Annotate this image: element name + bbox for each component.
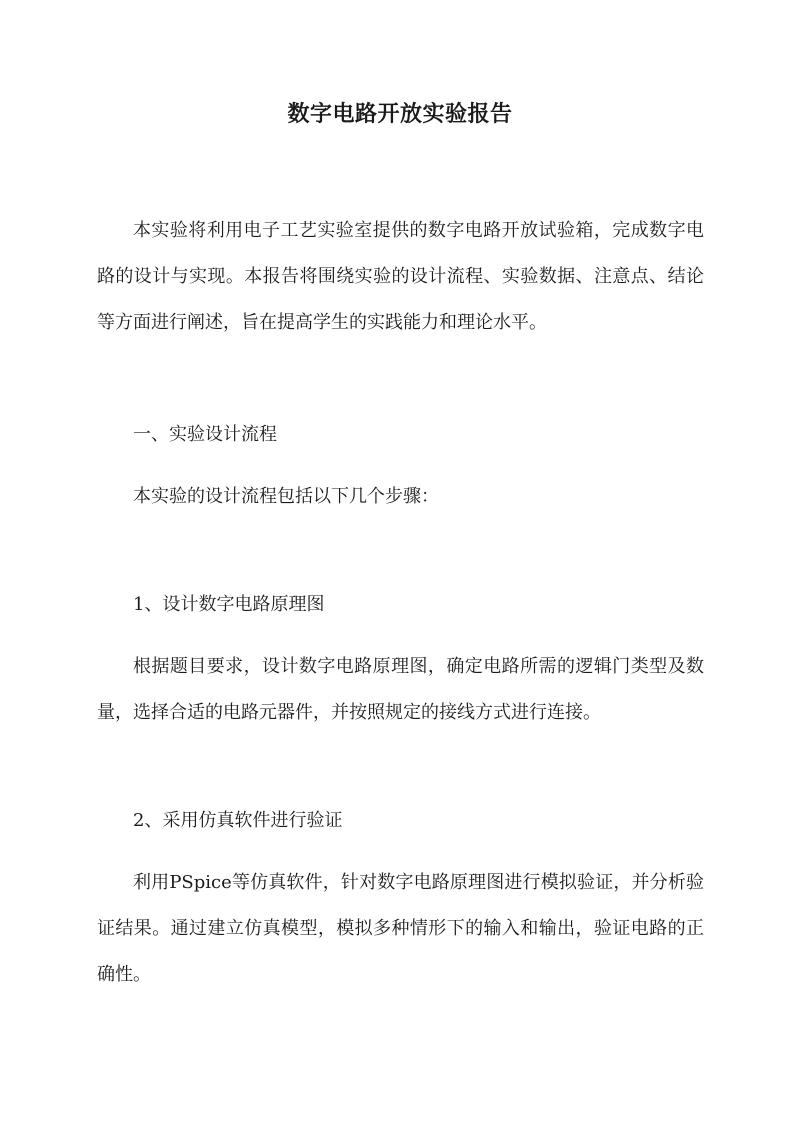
step-2-body: 利用PSpice等仿真软件，针对数字电路原理图进行模拟验证，并分析验证结果。通过建立仿真模型，模拟多种情形下的输入和输出，验证电路的正确性。 <box>97 872 704 985</box>
section-1-heading: 一、实验设计流程 <box>133 424 277 445</box>
section-1-lead: 本实验的设计流程包括以下几个步骤： <box>133 486 439 507</box>
step-1-body: 根据题目要求，设计数字电路原理图，确定电路所需的逻辑门类型及数量，选择合适的电路元器件，并按照规定的接线方式进行连接。 <box>97 656 704 723</box>
document-title: 数字电路开放实验报告 <box>287 101 513 127</box>
step-2-heading: 2、采用仿真软件进行验证 <box>133 810 343 831</box>
intro-paragraph: 本实验将利用电子工艺实验室提供的数字电路开放试验箱，完成数字电路的设计与实现。本报告将围绕实验的设计流程、实验数据、注意点、结论等方面进行阐述，旨在提高学生的实践能力和理论水平。 <box>97 220 704 333</box>
step-1-heading: 1、设计数字电路原理图 <box>133 594 325 615</box>
